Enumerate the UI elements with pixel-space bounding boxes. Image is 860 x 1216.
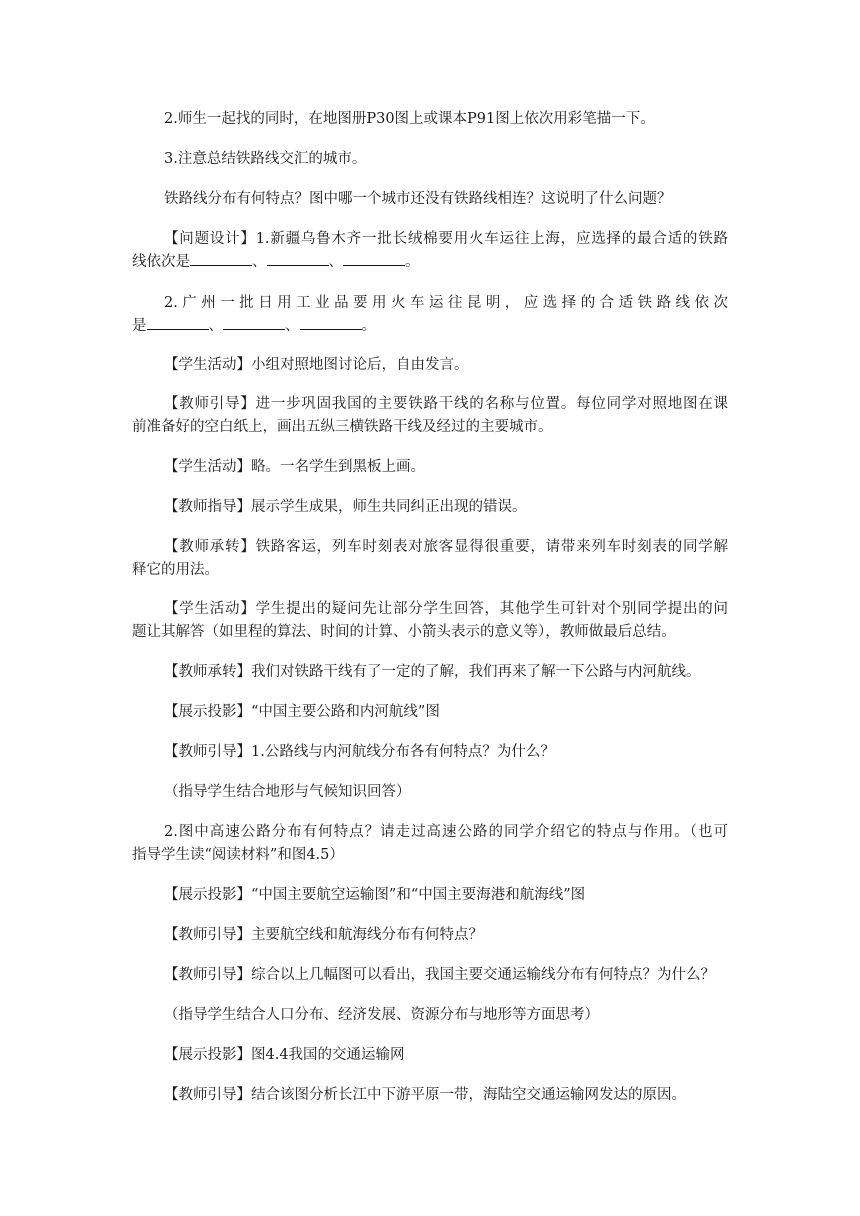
paragraph-16-line2: 指导学生读“阅读材料”和图4.5） xyxy=(132,847,344,863)
paragraph-8: 【学生活动】略。一名学生到黑板上画。 xyxy=(164,459,425,475)
paragraph-13: 【展示投影】“中国主要公路和内河航线”图 xyxy=(164,704,440,720)
paragraph-7-line2: 前准备好的空白纸上，画出五纵三横铁路干线及经过的主要城市。 xyxy=(132,419,553,435)
paragraph-6: 【学生活动】小组对照地图讨论后，自由发言。 xyxy=(164,357,469,373)
paragraph-9: 【教师指导】展示学生成果，师生共同纠正出现的错误。 xyxy=(164,499,527,515)
paragraph-5-line2: 是 、 、 。 xyxy=(132,313,728,340)
answer-blank xyxy=(343,251,405,266)
paragraph-15: （指导学生结合地形与气候知识回答） xyxy=(164,784,411,800)
paragraph-1: 2.师生一起找的同时，在地图册P30图上或课本P91图上依次用彩笔描一下。 xyxy=(164,111,655,127)
paragraph-12: 【教师承转】我们对铁路干线有了一定的了解，我们再来了解一下公路与内河航线。 xyxy=(164,664,701,680)
paragraph-20: （指导学生结合人口分布、经济发展、资源分布与地形等方面思考） xyxy=(164,1007,599,1023)
paragraph-21: 【展示投影】图4.4我国的交通运输网 xyxy=(164,1047,405,1063)
paragraph-5-line1: 2.广州一批日用工业品要用火车运往昆明，应选择的合适铁路线依次 xyxy=(164,295,728,311)
paragraph-4-line1: 【问题设计】1.新疆乌鲁木齐一批长绒棉要用火车运往上海，应选择的最合适的铁路 xyxy=(164,231,728,247)
answer-blank xyxy=(300,315,362,330)
paragraph-3: 铁路线分布有何特点？图中哪一个城市还没有铁路线相连？这说明了什么问题？ xyxy=(164,191,672,207)
paragraph-17: 【展示投影】“中国主要航空运输图”和“中国主要海港和航海线”图 xyxy=(164,887,586,903)
paragraph-4-line2: 线依次是 、 、 。 xyxy=(132,249,728,276)
paragraph-10-line1: 【教师承转】铁路客运，列车时刻表对旅客显得很重要，请带来列车时刻表的同学解 xyxy=(164,539,728,555)
paragraph-16-line1: 2.图中高速公路分布有何特点？请走过高速公路的同学介绍它的特点与作用。（也可 xyxy=(164,824,728,840)
paragraph-11-line2: 题让其解答（如里程的算法、时间的计算、小箭头表示的意义等），教师做最后总结。 xyxy=(132,624,676,640)
answer-blank xyxy=(267,251,329,266)
paragraph-22: 【教师引导】结合该图分析长江中下游平原一带，海陆空交通运输网发达的原因。 xyxy=(164,1087,686,1103)
paragraph-4-text: 线依次是 xyxy=(132,254,190,270)
paragraph-19: 【教师引导】综合以上几幅图可以看出，我国主要交通运输线分布有何特点？为什么？ xyxy=(164,967,715,983)
answer-blank xyxy=(147,315,209,330)
paragraph-14: 【教师引导】1.公路线与内河航线分布各有何特点？为什么？ xyxy=(164,744,555,760)
paragraph-11-line1: 【学生活动】学生提出的疑问先让部分学生回答，其他学生可针对个别同学提出的问 xyxy=(164,601,728,617)
paragraph-7-line1: 【教师引导】进一步巩固我国的主要铁路干线的名称与位置。每位同学对照地图在课 xyxy=(164,396,728,412)
paragraph-2: 3.注意总结铁路线交汇的城市。 xyxy=(164,151,367,167)
paragraph-5-text: 是 xyxy=(132,318,147,334)
paragraph-18: 【教师引导】主要航空线和航海线分布有何特点？ xyxy=(164,927,483,943)
paragraph-10-line2: 释它的用法。 xyxy=(132,562,219,578)
answer-blank xyxy=(190,251,252,266)
answer-blank xyxy=(223,315,285,330)
